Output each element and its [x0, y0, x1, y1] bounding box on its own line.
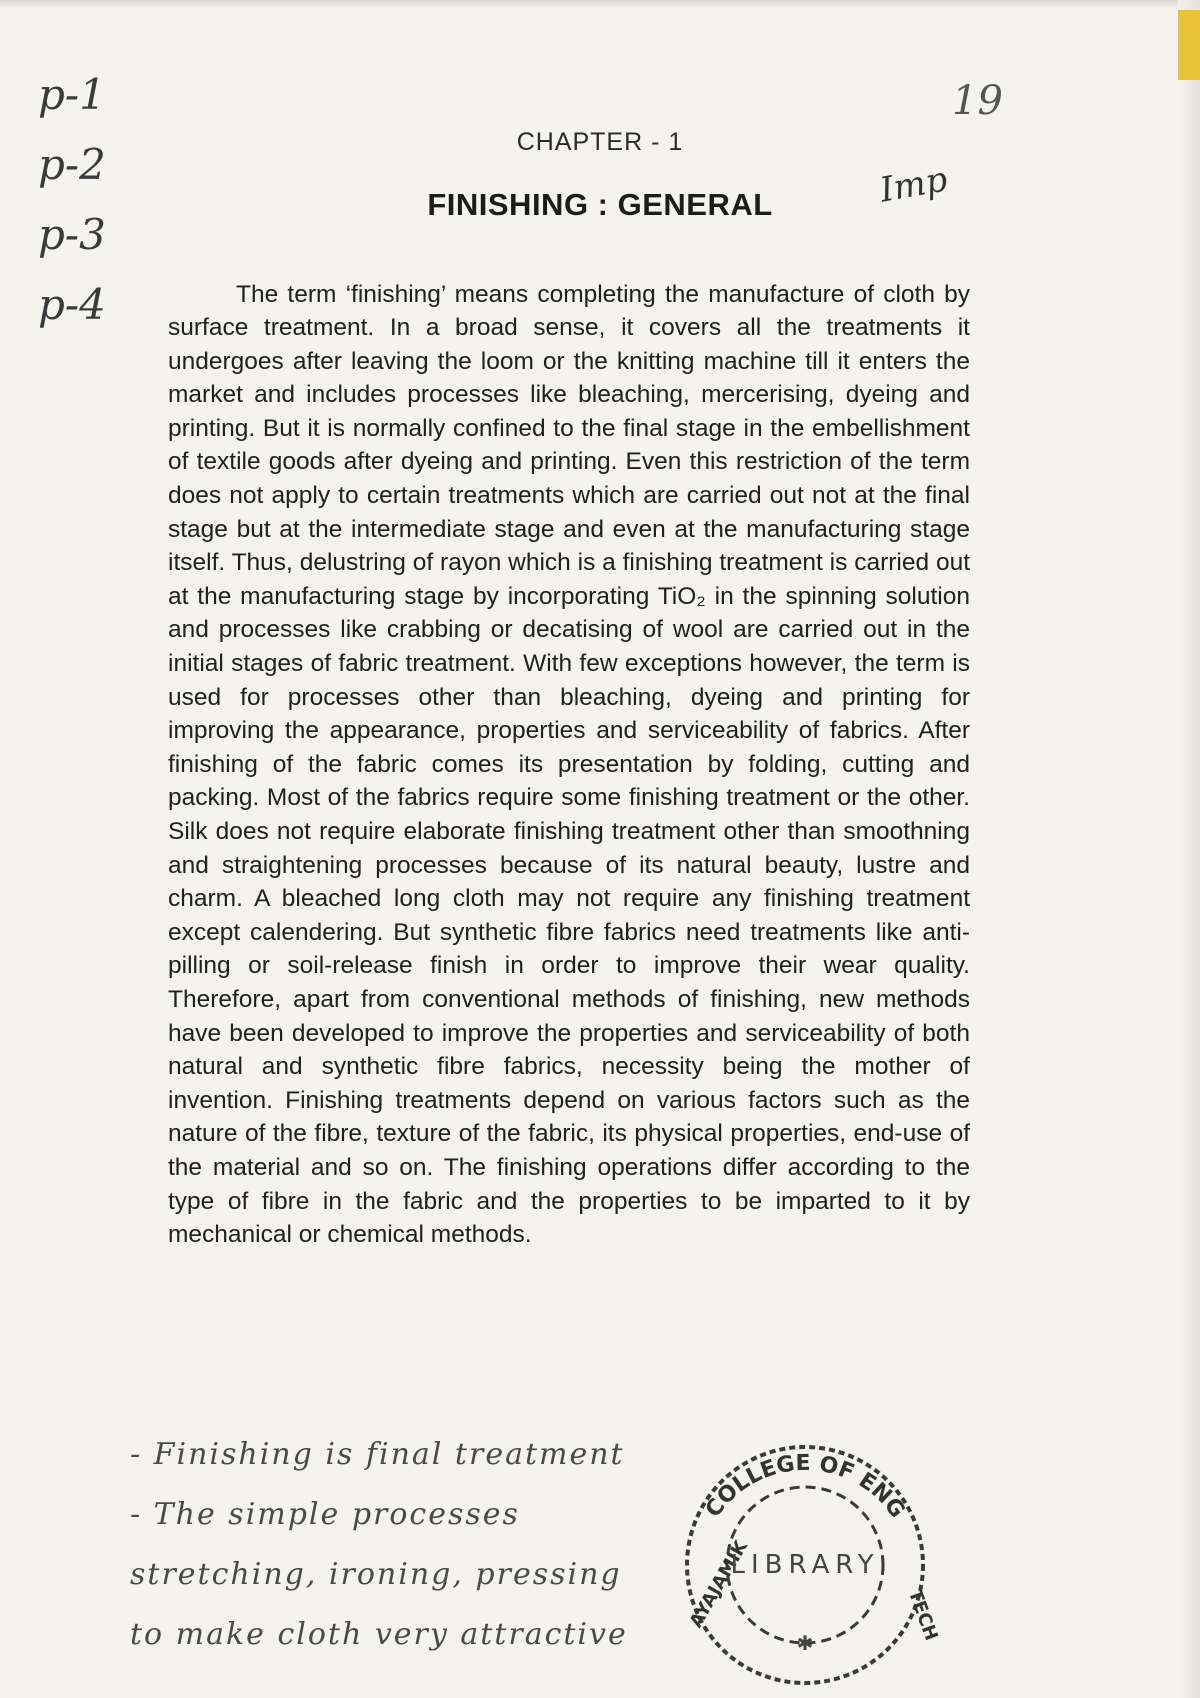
- stamp-right-text: TECH: [903, 1586, 942, 1644]
- handwritten-line-3: stretching, ironing, pressing: [130, 1557, 622, 1592]
- page-right-edge: [1178, 0, 1200, 1698]
- imp-note: Imp: [877, 159, 951, 211]
- handwritten-line-1: - Finishing is final treatment: [130, 1437, 625, 1472]
- handwritten-line-4: to make cloth very attractive: [130, 1617, 628, 1652]
- margin-mark-2: p-2: [38, 140, 106, 189]
- margin-mark-3: p-3: [38, 210, 106, 259]
- margin-mark-4: p-4: [38, 280, 106, 329]
- handwritten-line-2: - The simple processes: [130, 1497, 520, 1532]
- stamp-top-text: COLLEGE OF ENG: [700, 1450, 910, 1523]
- body-paragraph: The term ‘finishing’ means completing the manufacture of cloth by surface treatment. In a broad sense, it covers all the treatments it undergoes after leaving the loom or the knitting machine till it enters the market and includes processes like bleaching, mercerising, dyeing and printing. But it is normally confined to the final stage in the embellishment of textile goods after dyeing and printing. Even this restriction of the term does not apply to certain treatments which are carried out not at the final stage but at the intermediate stage and even at the manufacturing stage itself. Thus, delustring of rayon which is a finishing treatment is carried out at the manufacturing stage by incorporating TiO₂ in the spinning solution and processes like crabbing or decatising of wool are carried out in the initial stages of fabric treatment. With few exceptions however, the term is used for processes other than bleaching, dyeing and printing for improving the appearance, properties and serviceability of fabrics. After finishing of the fabric comes its presentation by folding, cutting and packing. Most of the fabrics require some finishing treatment or the other. Silk does not require elaborate finishing treatment other than smoothning and straightening processes because of its natural beauty, lustre and charm. A bleached long cloth may not require any finishing treatment except calendering. But synthetic fibre fabrics need treatments like anti-pilling or soil-release finish in order to improve their wear quality. Therefore, apart from conventional methods of finishing, new methods have been developed to improve the properties and serviceability of both natural and synthetic fibre fabrics, necessity being the mother of invention. Finishing treatments depend on various factors such as the nature of the fibre, texture of the fabric, its physical properties, end-use of the material and so on. The finishing operations differ according to the type of fibre in the fabric and the properties to be imparted to it by mechanical or chemical methods.: [168, 280, 970, 1249]
- page-number: 19: [952, 78, 1003, 124]
- stamp-center-text: LIBRARY: [730, 1550, 880, 1580]
- stamp-star-icon: ✱: [796, 1631, 814, 1655]
- margin-marks: [38, 70, 178, 400]
- stamp-left-text: AYAJAMIK: [685, 1537, 752, 1632]
- library-stamp: [660, 1425, 950, 1685]
- handwritten-notes: [130, 1425, 730, 1665]
- page-top-edge: [0, 0, 1200, 8]
- yellow-tab: [1178, 10, 1200, 80]
- margin-mark-1: p-1: [38, 70, 106, 119]
- chapter-title: FINISHING : GENERAL: [427, 187, 773, 222]
- chapter-label: CHAPTER - 1: [516, 128, 684, 156]
